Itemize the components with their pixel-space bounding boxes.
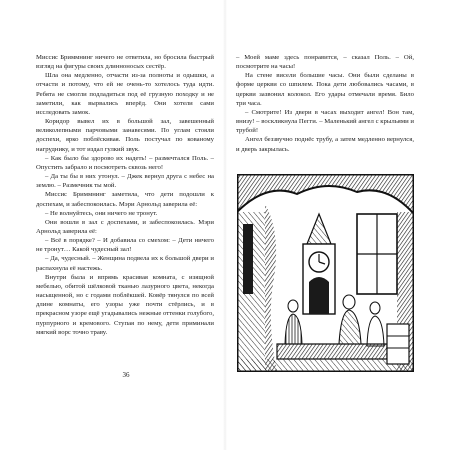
paragraph: Коридор вывел их в большой зал, завешенный великолепными парчовыми занавесями. По углам стояли доспехи, ярко поблёскивая. Поль постучал по кованому нагруднику, и тот издал гулкий звук. (36, 118, 214, 153)
paragraph: Шла она медленно, отчасти из-за полноты и одышки, а отчасти и потому, что ей не очень-то хотелось туда идти. Ребята не смогли подладиться под её грузную походку и не заметили, как вырвались вперёд. Они хотели сами исследовать замок. (36, 72, 214, 116)
right-page (236, 53, 414, 154)
paragraph: – Моей маме здесь понравится, – сказал Поль. – Ой, посмотрите на часы! (236, 54, 414, 71)
paragraph: – Да, чудесный. – Женщина подвела их к большой двери и распахнула её настежь. (36, 255, 214, 272)
paragraph: На стене висели большие часы. Они были сделаны в форме церкви со шпилем. Пока дети любовались часами, в церкви зазвонил колокол. Его удары отмечали время. Било три часа. (236, 72, 414, 107)
paragraph: – Смотрите! Из двери в часах выходит ангел! Вон там, внизу! – воскликнула Пегги. – Маленький ангел с крыльями и трубой! (236, 108, 414, 135)
paragraph: Внутри была и впрямь красивая комната, с изящной мебелью, обитой шёлковой тканью лазурного цвета, некогда насыщенной, но с годами поблёкшей. Ковёр тянулся по всей длине комнаты, его узоры уже почти стёрлись, и в прекрасном узоре ещё угадывались нежные оттенки голубого, пурпурного и кремового. Ступая по нему, дети приминали мягкий ворс точно траву. (36, 273, 214, 336)
paragraph: Миссис Бриммнинг ничего не ответила, но бросила быстрый взгляд на фигуры своих длинноносых сестёр. (36, 54, 214, 71)
paragraph: – Да ты бы в них утонул. – Джек вернул друга с небес на землю. – Размечник ты мой. (36, 173, 214, 190)
paragraph: – Как было бы здорово их надеть! – размечтался Поль. – Опустить забрало и посмотреть сквозь него! (36, 154, 214, 171)
paragraph: Ангел беззвучно поднёс трубу, а затем медленно вернулся, и дверь закрылась. (236, 136, 414, 153)
paragraph: Они вошли в зал с доспехами, и забеспокоилась. Мэри Арнольд заверила её: (36, 218, 214, 235)
paragraph: Миссис Бриммнинг заметила, что дети подошли к доспехам, и забеспокоилась. Мэри Арнольд заверила её: (36, 191, 214, 208)
gutter (223, 0, 227, 450)
page-number: 36 (122, 371, 130, 379)
engraving-illustration-icon (237, 174, 414, 372)
paragraph: – Всё в порядке? – И добавила со смехом: – Дети ничего не тронут… Какой чудесный зал! (36, 237, 214, 254)
left-page (36, 53, 214, 337)
paragraph: – Не волнуйтесь, они ничего не тронут. (45, 209, 158, 217)
